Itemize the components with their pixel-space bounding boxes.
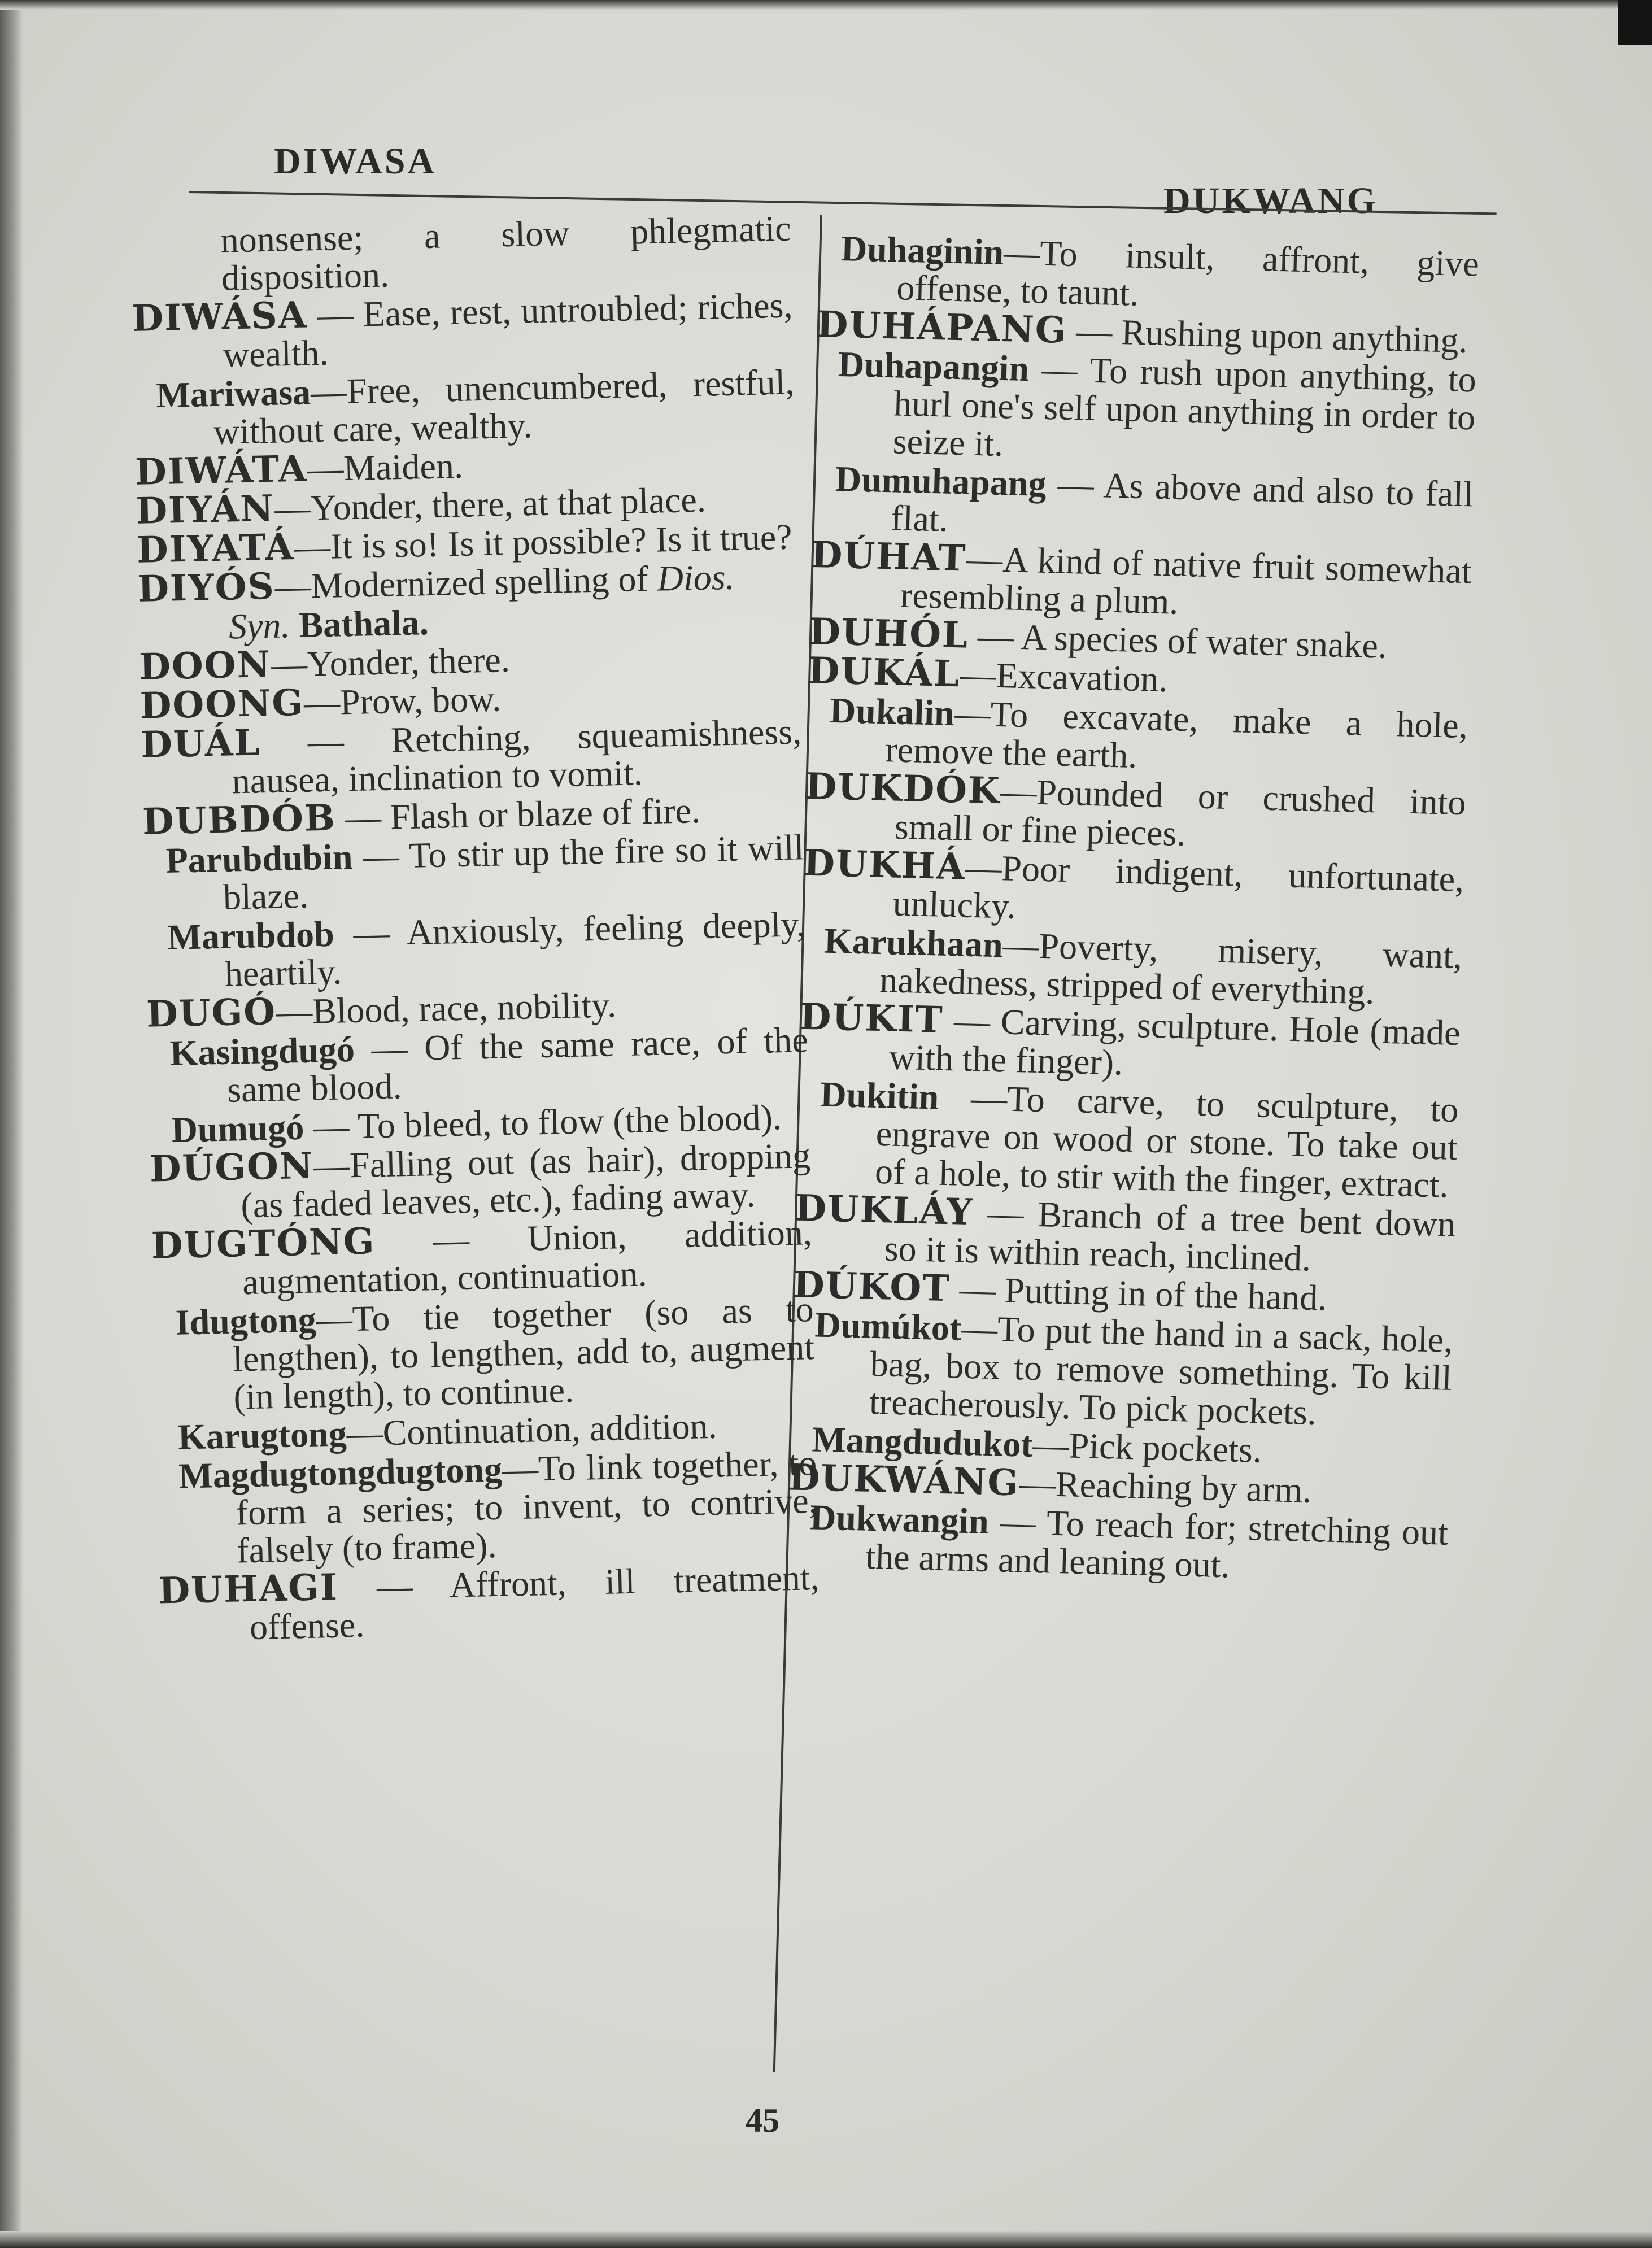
dictionary-entry [790, 1305, 1454, 1435]
definition-text: —Pick pockets. [1032, 1424, 1262, 1470]
definition-text: —Blood, race, nobility. [276, 984, 617, 1032]
dictionary-entry [156, 1444, 819, 1571]
headword: DUGÓ [146, 990, 277, 1036]
dictionary-entry [147, 1021, 809, 1110]
sub-headword: Karukhaan [823, 920, 1004, 965]
definition-text: nonsense; a slow phlegmatic disposition. [220, 208, 792, 298]
sub-headword: Dumuhapang [835, 458, 1047, 504]
definition-text: —Modernized spelling of [274, 558, 658, 607]
definition-text: — Flash or blaze of fire. [335, 790, 701, 838]
definition-text: —To put the hand in a sack, hole, bag, box to remove something. To kill treacherously. To pick pockets. [869, 1308, 1454, 1433]
definition-text: —Yonder, there, at that place. [274, 479, 707, 529]
sub-headword: Magdugtongdugtong [178, 1449, 503, 1496]
headword: DUKLÁY [794, 1187, 974, 1234]
dictionary-entry [786, 1497, 1449, 1589]
dictionary-entry [158, 1558, 821, 1648]
definition-text: —Continuation, addition. [346, 1405, 718, 1454]
definition-text: — Retching, squeamishness, nausea, inclination to vomit. [231, 711, 802, 801]
sub-headword: Dukitin [820, 1074, 940, 1117]
page-bottom-edge [0, 2231, 1652, 2248]
headword: DIYÁN [135, 487, 275, 533]
dictionary-entry [132, 286, 794, 375]
headword: DIWÁSA [131, 294, 308, 340]
definition-text: — Of the same race, of the same blood. [226, 1020, 809, 1110]
headword: DUKDÓK [804, 765, 1001, 813]
background-corner [1618, 0, 1652, 45]
sub-headword: Mangdudukot [811, 1419, 1034, 1465]
running-head-left: DIWASA [274, 141, 437, 182]
dictionary-entry [152, 1290, 816, 1417]
definition-text: — Anxiously, feeling deeply, heartily. [224, 904, 806, 994]
definition-text: —Excavation. [959, 654, 1169, 700]
sub-headword: Dukwangin [809, 1497, 990, 1542]
synonym-word: Bathala. [298, 602, 429, 645]
definition-text: —To carve, to sculpture, to engrave on wood or stone. To take out of a hole, to stir with the finger, extract. [874, 1077, 1459, 1205]
dictionary-entry [795, 1075, 1459, 1205]
book-spine-shadow [0, 0, 23, 2248]
headword: DOONG [140, 681, 304, 727]
sub-headword: Dukalin [829, 690, 955, 734]
headword: DUHÁPANG [816, 303, 1068, 352]
definition-text: —Poor indigent, unfortunate, unlucky. [892, 847, 1465, 926]
definition-text: — A species of water snake. [968, 615, 1388, 666]
headword: DUHÓL [808, 610, 969, 657]
headword: DOON [138, 643, 272, 689]
dictionary-entry [133, 363, 796, 452]
headword: DUHAGI [158, 1566, 339, 1613]
page-top-edge [0, 0, 1652, 10]
dictionary-entry [145, 905, 807, 994]
sub-headword: Mariwasa [155, 372, 311, 416]
definition-text: — As above and also to fall flat. [890, 463, 1474, 539]
definition-text: —To link together, to form a series; to invent, to contrive, falsely (to frame). [236, 1443, 818, 1571]
definition-text: —Maiden. [307, 445, 464, 489]
headword: DIWÁTA [134, 447, 308, 494]
definition-text: —Poverty, misery, want, nakedness, stripped of everything. [879, 925, 1463, 1012]
sub-headword: Dumugó [171, 1106, 305, 1150]
definition-text: —To tie together (so as to lengthen), to lengthen, add to, augment (in length), to continue. [232, 1289, 815, 1417]
definition-text: — Branch of a tree bent down so it is within reach, inclined. [884, 1192, 1457, 1279]
dictionary-entry [143, 828, 805, 917]
headword: DIYÓS [137, 565, 276, 611]
dictionary-entry [149, 1136, 812, 1226]
definition-text: — Carving, sculpture. Hole (made with the finger). [888, 1000, 1461, 1083]
headword: DUGTÓNG [151, 1220, 376, 1267]
definition-text: —To insult, affront, give offense, to taunt. [896, 232, 1480, 313]
definition-text: —Yonder, there. [271, 639, 511, 685]
left-column [130, 209, 821, 1649]
headword: DIYATÁ [136, 526, 295, 572]
sub-headword: Duhaginin [840, 228, 1005, 272]
headword: DUKHÁ [803, 842, 966, 888]
headword: DUÁL [140, 721, 261, 766]
headword: DUKWÁNG [788, 1456, 1021, 1505]
headword: DUKÁL [807, 649, 961, 696]
sub-headword: Parubdubin [165, 836, 354, 881]
dictionary-entry [813, 345, 1477, 474]
headword: DÚKIT [799, 995, 944, 1042]
definition-text: —Free, unencumbered, restful, without care, wealthy. [213, 361, 795, 452]
definition-text: — To rush upon anything, to hurl one's self upon anything in order to seize it. [892, 348, 1477, 464]
headword: DÚKOT [792, 1264, 951, 1310]
definition-text: —Pounded or crushed into small or fine pieces. [894, 771, 1467, 854]
right-column [786, 229, 1480, 1591]
definition-text: —Prow, bow. [303, 678, 502, 723]
definition-text: — Ease, rest, untroubled; riches, wealth. [223, 285, 794, 375]
definition-text: — To bleed, to flow (the blood). [303, 1097, 782, 1147]
dictionary-entry [151, 1213, 813, 1302]
definition-text: —A kind of native fruit somewhat resembling a plum. [900, 538, 1472, 622]
sub-headword: Kasingdugó [169, 1029, 355, 1073]
definition-text: — Rushing upon anything. [1066, 310, 1468, 361]
dictionary-entry [141, 712, 803, 801]
definition-text: — To stir up the fire so it will blaze. [223, 827, 805, 917]
sub-headword: Idugtong [175, 1299, 317, 1343]
sub-headword: Karugtong [177, 1413, 347, 1457]
sub-headword: Duhapangin [838, 343, 1030, 389]
definition-text: —Falling out (as hair), dropping (as faded leaves, etc.), fading away. [240, 1135, 811, 1226]
definition-text: — Affront, ill treatment, offense. [249, 1557, 820, 1648]
definition-text: — Putting in of the hand. [949, 1269, 1328, 1318]
definition-text: —Reaching by arm. [1019, 1463, 1312, 1510]
headword: DÚHAT [810, 533, 967, 580]
definition-text: — Union, addition, augmentation, continuation. [242, 1212, 813, 1302]
italic-term: Dios. [656, 556, 735, 599]
running-head-right: DUKWANG [1163, 180, 1379, 221]
definition-text: —To excavate, make a hole, remove the earth. [884, 693, 1468, 776]
definition-text: —It is so! Is it possible? Is it true? [294, 516, 793, 568]
dictionary-entry [130, 209, 792, 298]
synonym-label: Syn. [228, 605, 291, 647]
sub-headword: Dumúkot [814, 1304, 962, 1348]
headword: DÚGON [149, 1144, 315, 1191]
sub-headword: Marubdob [167, 913, 335, 957]
definition-text: — To reach for; stretching out the arms and leaning out. [865, 1501, 1449, 1585]
page-number: 45 [746, 2102, 779, 2139]
headword: DUBDÓB [142, 796, 337, 843]
